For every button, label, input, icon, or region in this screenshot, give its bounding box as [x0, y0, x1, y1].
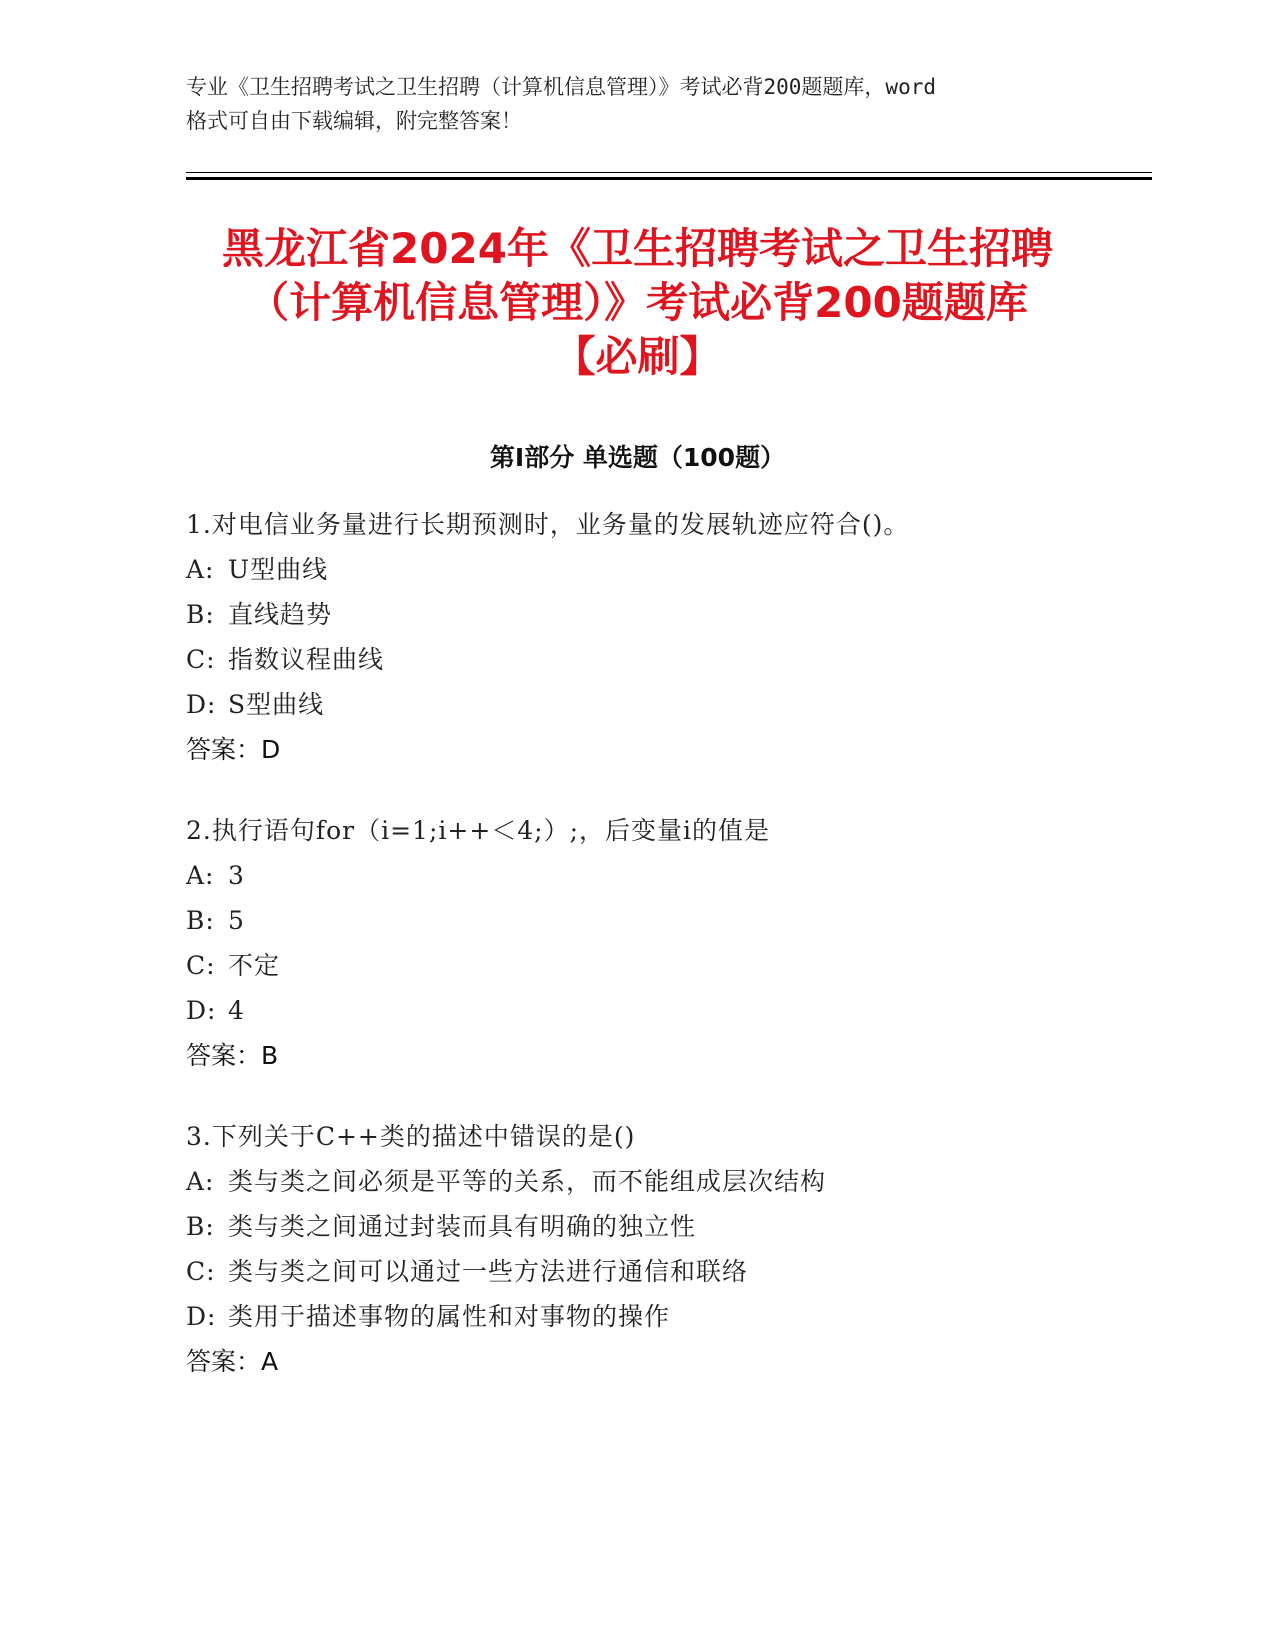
option-letter: C: — [186, 645, 216, 674]
main-title-line-1: 黑龙江省2024年《卫生招聘考试之卫生招聘 — [222, 224, 1053, 273]
option-text: 类与类之间必须是平等的关系，而不能组成层次结构 — [228, 1167, 827, 1196]
header-note-line-2: 格式可自由下载编辑，附完整答案！ — [186, 109, 522, 133]
option-letter: D: — [186, 1302, 217, 1331]
option-a — [186, 547, 1136, 592]
question-stem: 2.执行语句for（i=1;i++＜4;）;，后变量i的值是 — [186, 816, 771, 845]
header-rule-thick — [186, 177, 1152, 180]
header-rule-thin — [186, 172, 1152, 173]
option-letter: A: — [186, 861, 215, 890]
option-letter: A: — [186, 555, 215, 584]
option-text: U型曲线 — [228, 555, 329, 584]
option-d — [186, 682, 1136, 727]
option-text: 4 — [228, 996, 245, 1025]
main-title-line-2: （计算机信息管理）》考试必背200题题库 — [247, 278, 1028, 327]
header-note-line-1: 专业《卫生招聘考试之卫生招聘（计算机信息管理）》考试必背200题题库，word — [186, 75, 936, 99]
option-text: 5 — [228, 906, 245, 935]
header-note — [186, 70, 1086, 138]
option-letter: B: — [186, 906, 215, 935]
answer: 答案：A — [186, 1347, 279, 1376]
section-title: 第Ⅰ部分 单选题（100题） — [489, 443, 786, 472]
question-stem: 3.下列关于C++类的描述中错误的是() — [186, 1122, 636, 1151]
option-text: 不定 — [228, 951, 281, 980]
question-block — [186, 1114, 1136, 1384]
option-letter: D: — [186, 690, 217, 719]
option-b — [186, 1204, 1136, 1249]
option-a — [186, 853, 1136, 898]
main-title — [150, 222, 1125, 384]
option-letter: B: — [186, 1212, 215, 1241]
question-block — [186, 808, 1136, 1078]
option-b — [186, 898, 1136, 943]
answer: 答案：B — [186, 1041, 279, 1070]
option-letter: D: — [186, 996, 217, 1025]
option-text: 类与类之间通过封装而具有明确的独立性 — [228, 1212, 697, 1241]
option-c — [186, 637, 1136, 682]
option-letter: C: — [186, 951, 216, 980]
option-letter: B: — [186, 600, 215, 629]
option-text: 指数议程曲线 — [228, 645, 385, 674]
answer: 答案：D — [186, 735, 281, 764]
option-letter: C: — [186, 1257, 216, 1286]
option-text: 类与类之间可以通过一些方法进行通信和联络 — [228, 1257, 749, 1286]
option-text: 类用于描述事物的属性和对事物的操作 — [228, 1302, 671, 1331]
option-letter: A: — [186, 1167, 215, 1196]
option-b — [186, 592, 1136, 637]
option-text: 直线趋势 — [228, 600, 333, 629]
option-c — [186, 943, 1136, 988]
main-title-line-3: 【必刷】 — [553, 332, 722, 381]
option-d — [186, 1294, 1136, 1339]
option-a — [186, 1159, 1136, 1204]
question-stem: 1.对电信业务量进行长期预测时，业务量的发展轨迹应符合()。 — [186, 510, 910, 539]
option-d — [186, 988, 1136, 1033]
option-text: 3 — [228, 861, 245, 890]
option-c — [186, 1249, 1136, 1294]
question-block — [186, 502, 1136, 772]
option-text: S型曲线 — [228, 690, 325, 719]
